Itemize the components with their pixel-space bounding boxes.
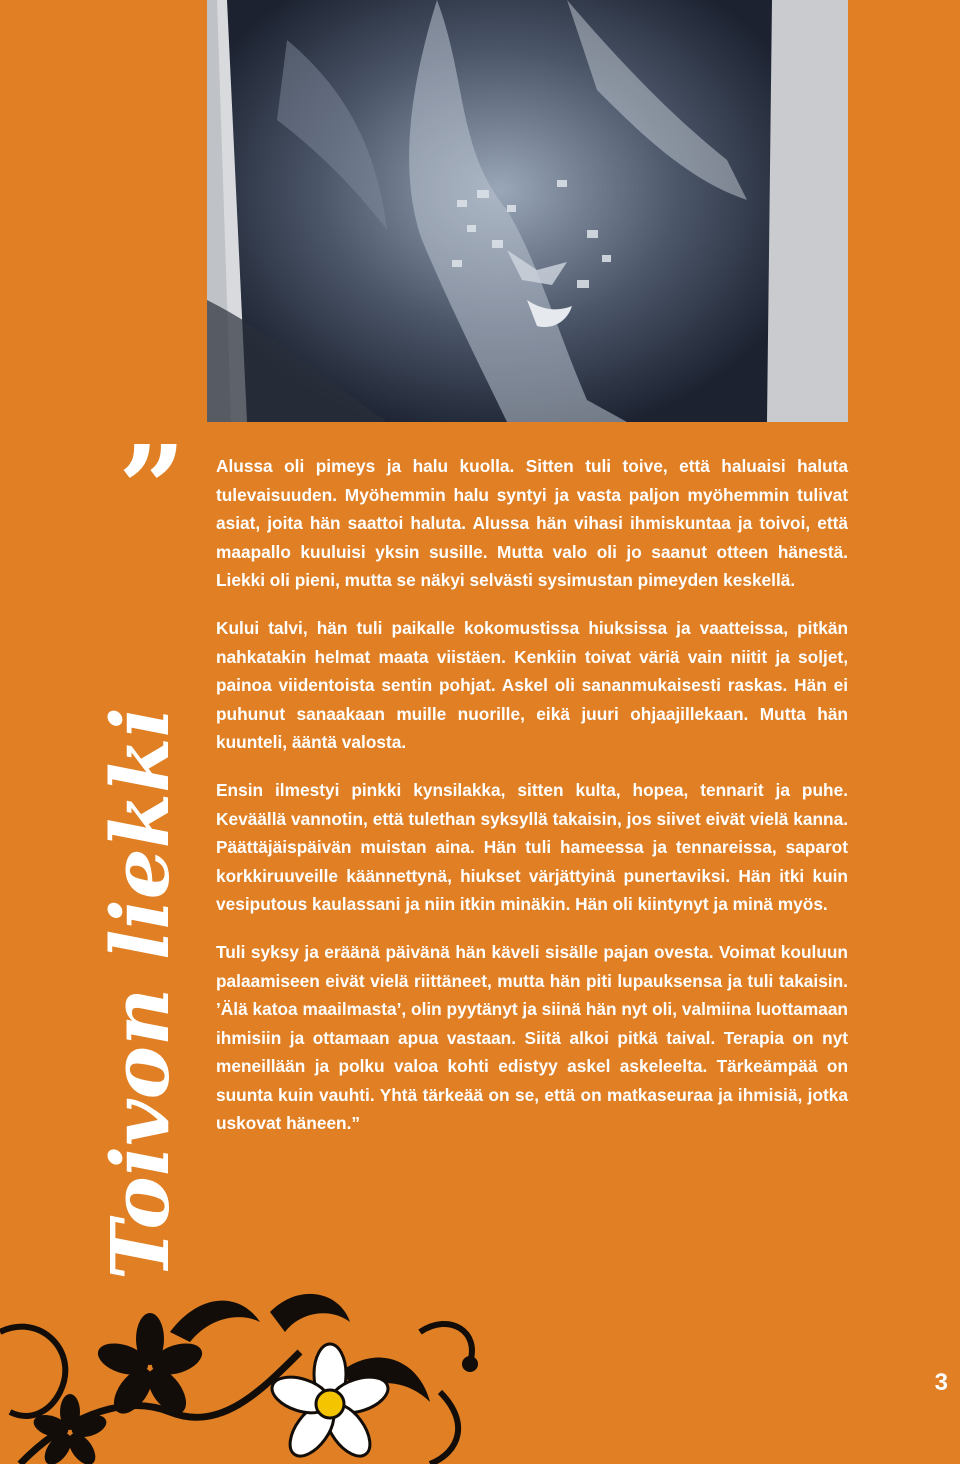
paragraph-2: Kului talvi, hän tuli paikalle kokomustissa hiuksissa ja vaatteissa, pitkän nahkatakin helmat maata viistäen. Kenkiin toivat väriä vain niitit ja soljet, painoa viidentoista sentin pohjat. Askel oli sananmukaisesti raskas. Hän ei puhunut sanaakaan muille nuorille, eikä juuri ohjaajillekaan. Mutta hän kuunteli, ääntä valosta. (216, 617, 848, 753)
painting-photo (207, 0, 848, 422)
paragraph-3: Ensin ilmestyi pinkki kynsilakka, sitten kulta, hopea, tennarit ja puhe. Keväällä vannotin, että tulethan syksyllä takaisin, jos siivet eivät vielä kanna. Päättäjäispäivän muistan aina. Hän tuli hameessa ja tennareissa, saparot korkkiruuveille käännettynä, hiukset värjättyinä punertaviksi. Hän itki kuin vesiputous kaulassani ja niin itkin minäkin. Hän oli kiintynyt ja minä myös. (216, 779, 848, 915)
article-body (216, 452, 848, 1157)
painting-image (207, 0, 848, 422)
paragraph-1: Alussa oli pimeys ja halu kuolla. Sitten tuli toive, että haluaisi haluta tulevaisuuden. Myöhemmin halu syntyi ja vasta paljon myöhemmin tulivat asiat, joita hän saattoi haluta. Alussa hän vihasi ihmiskuntaa ja toivoi, että maapallo kuuluisi yksin susille. Mutta valo oli jo saanut otteen hänestä. Liekki oli pieni, mutta se näkyi selvästi sysimustan pimeyden keskellä. (216, 456, 848, 591)
floral-ornament (0, 1272, 960, 1464)
quote-mark: ” (118, 419, 186, 558)
page-number: 3 (934, 1369, 948, 1396)
paragraph-4: Tuli syksy ja eräänä päivänä hän käveli sisälle pajan ovesta. Voimat kouluun palaamiseen eivät vielä riittäneet, mutta hän piti lupauksensa ja tuli takaisin. ’Älä katoa maailmasta’, olin pyytänyt ja siinä hän nyt oli, valmiina luottamaan ihmisiin ja ottamaan apua vastaan. Siitä alkoi pitkä taival. Terapia on nyt meneillään ja polku valoa kohti edistyy askel askeleelta. Tärkeämpää on suunta kuin vauhti. Yhtä tärkeää on se, että on matkaseuraa ja ihmisiä, jotka uskovat häneen.” (216, 941, 848, 1134)
article-title: Toivon liekki (93, 707, 187, 1280)
